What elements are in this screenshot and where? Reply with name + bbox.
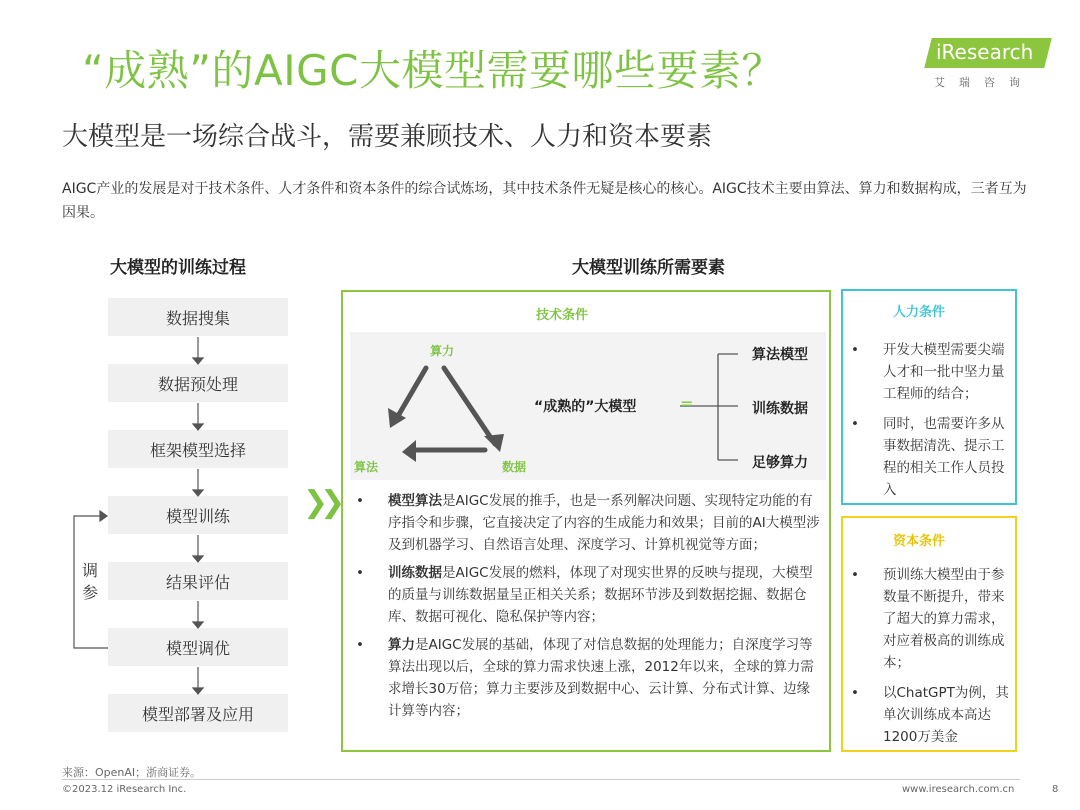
bullet-term: 训练数据	[388, 565, 442, 581]
equals-sign: =	[680, 394, 694, 413]
process-step: 模型调优	[108, 628, 288, 666]
mature-model-label: “成熟的”大模型	[534, 399, 637, 415]
bullet-term: 算力	[388, 637, 415, 653]
bullet-text: 开发大模型需要尖端人才和一批中坚力量工程师的结合；	[883, 342, 1005, 402]
list-item: • 算力是AIGC发展的基础，体现了对信息数据的处理能力；自深度学习等算法出现以后，全球的算力需求快速上涨，2012年以来，全球的算力需求增长30万倍；算力主要涉及到数据中心、云计算、分布式计算、边缘计算等内容；	[356, 637, 814, 719]
website-link[interactable]: www.iresearch.com.cn	[902, 784, 1015, 795]
tech-tab: 技术条件	[536, 308, 589, 323]
triangle-label-top: 算力	[430, 344, 455, 358]
triangle-label-left: 算法	[354, 460, 379, 474]
page-title: “成熟”的AIGC大模型需要哪些要素？	[82, 46, 785, 95]
capital-bullets	[843, 564, 1015, 756]
capital-panel	[841, 516, 1017, 752]
source-note: 来源：OpenAI；浙商证券。	[62, 766, 202, 779]
list-item: • 预训练大模型由于参数量不断提升，带来了超大的算力需求，对应着极高的训练成本；	[851, 567, 1005, 671]
list-item: • 模型算法是AIGC发展的推手，也是一系列解决问题、实现特定功能的有序指令和步骤，它直接决定了内容的生成能力和效果；目前的AI大模型涉及到机器学习、自然语言处理、深度学习、计算机视觉等方面；	[356, 493, 820, 553]
process-step: 框架模型选择	[108, 430, 288, 468]
bullet-text: 是AIGC发展的燃料，体现了对现实世界的反映与提现，大模型的质量与训练数据量呈正相关关系；数据环节涉及到数据挖掘、数据仓库、数据可视化、隐私保护等内容；	[388, 565, 813, 625]
process-arrows	[60, 300, 310, 720]
logo-text: iResearch	[936, 40, 1034, 64]
human-bullets	[843, 339, 1015, 509]
process-step: 数据搜集	[108, 298, 288, 336]
branch-training-data: 训练数据	[752, 401, 808, 417]
list-item: • 同时，也需要许多从事数据清洗、提示工程的相关工作人员投入	[851, 416, 1005, 498]
branch-algorithm-model: 算法模型	[752, 347, 808, 363]
bullet-text: 预训练大模型由于参数量不断提升，带来了超大的算力需求，对应着极高的训练成本；	[883, 567, 1005, 671]
list-item: • 训练数据是AIGC发展的燃料，体现了对现实世界的反映与提现，大模型的质量与训练数据量呈正相关关系；数据环节涉及到数据挖掘、数据仓库、数据可视化、隐私保护等内容；	[356, 565, 813, 625]
process-step: 结果评估	[108, 562, 288, 600]
copyright: ©2023.12 iResearch Inc.	[62, 784, 187, 795]
human-panel	[841, 289, 1017, 505]
process-heading: 大模型的训练过程	[110, 258, 246, 278]
process-step: 数据预处理	[108, 364, 288, 402]
triangle-label-right: 数据	[502, 460, 527, 474]
tech-bullets	[350, 490, 820, 728]
bullet-text: 是AIGC发展的基础，体现了对信息数据的处理能力；自深度学习等算法出现以后，全球的算力需求快速上涨，2012年以来，全球的算力需求增长30万倍；算力主要涉及到数据中心、云计算、分布式计算、边缘计算等内容；	[388, 637, 814, 719]
tech-diagram	[350, 332, 826, 480]
footer-divider	[62, 779, 1020, 780]
logo-subtext: 艾瑞咨询	[934, 76, 1034, 89]
bullet-text: 是AIGC发展的推手，也是一系列解决问题、实现特定功能的有序指令和步骤，它直接决定了内容的生成能力和效果；目前的AI大模型涉及到机器学习、自然语言处理、深度学习、计算机视觉等方面；	[388, 493, 820, 553]
elements-heading: 大模型训练所需要素	[572, 258, 725, 278]
branch-compute: 足够算力	[752, 455, 808, 471]
human-tab: 人力条件	[893, 305, 946, 320]
bullet-text: 同时，也需要许多从事数据清洗、提示工程的相关工作人员投入	[883, 416, 1005, 498]
page-subtitle: 大模型是一场综合战斗，需要兼顾技术、人力和资本要素	[62, 122, 713, 152]
bullet-term: 模型算法	[388, 493, 442, 509]
bullet-text: 以ChatGPT为例，其单次训练成本高达1200万美金	[883, 685, 1009, 745]
chevron-right-icon: ❯❯	[303, 485, 338, 520]
iresearch-logo	[928, 34, 1050, 92]
intro-paragraph: AIGC产业的发展是对于技术条件、人才条件和资本条件的综合试炼场，其中技术条件无疑是核心的核心。AIGC技术主要由算法、算力和数据构成，三者互为因果。	[62, 181, 1027, 221]
process-step: 模型部署及应用	[108, 694, 288, 732]
list-item: • 以ChatGPT为例，其单次训练成本高达1200万美金	[851, 685, 1009, 745]
page-number: 8	[1052, 784, 1059, 795]
capital-tab: 资本条件	[893, 534, 946, 549]
process-step: 模型训练	[108, 496, 288, 534]
loop-label: 调参	[81, 561, 98, 602]
list-item: • 开发大模型需要尖端人才和一批中坚力量工程师的结合；	[851, 342, 1005, 402]
